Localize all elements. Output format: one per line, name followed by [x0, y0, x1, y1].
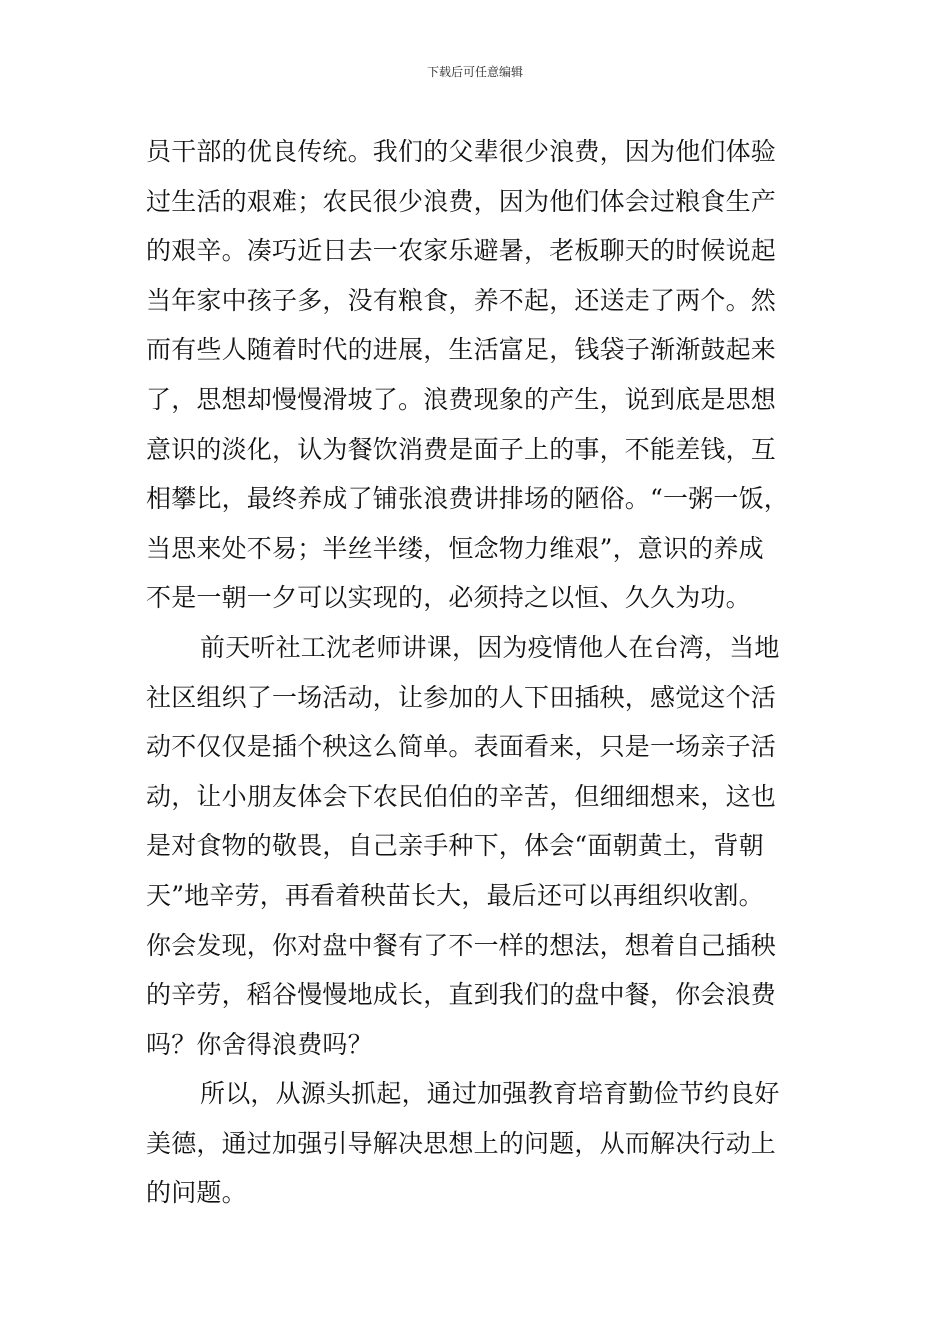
text-line: 美德，通过加强引导解决思想上的问题，从而解决行动上 [146, 1128, 777, 1158]
text-line: 动不仅仅是插个秧这么简单。表面看来，只是一场亲子活 [146, 732, 777, 762]
text-line: 而有些人随着时代的进展，生活富足，钱袋子渐渐鼓起来 [146, 335, 777, 365]
text-line: 天”地辛劳，再看着秧苗长大，最后还可以再组织收割。 [146, 880, 764, 910]
text-line: 的辛劳，稻谷慢慢地成长，直到我们的盘中餐，你会浪费 [146, 980, 777, 1010]
text-line: 的艰辛。凑巧近日去一农家乐避暑，老板聊天的时候说起 [146, 236, 777, 266]
text-line: 过生活的艰难；农民很少浪费，因为他们体会过粮食生产 [146, 186, 777, 216]
text-line: 的问题。 [146, 1178, 247, 1208]
text-line: 吗？你舍得浪费吗？ [146, 1029, 373, 1059]
document-body [146, 127, 826, 1218]
text-line: 员干部的优良传统。我们的父辈很少浪费，因为他们体验 [146, 137, 777, 166]
text-line: 不是一朝一夕可以实现的，必须持之以恒、久久为功。 [146, 583, 751, 613]
text-line: 你会发现，你对盘中餐有了不一样的想法，想着自己插秧 [146, 930, 777, 960]
text-line: 当年家中孩子多，没有粮食，养不起，还送走了两个。然 [146, 285, 777, 315]
page-header-note: 下载后可任意编辑 [426, 65, 523, 79]
text-line: 社区组织了一场活动，让参加的人下田插秧，感觉这个活 [146, 682, 777, 712]
text-line: 是对食物的敬畏，自己亲手种下，体会“面朝黄土，背朝 [146, 831, 764, 861]
text-line: 相攀比，最终养成了铺张浪费讲排场的陋俗。“一粥一饭， [146, 484, 789, 514]
text-line: 意识的淡化，认为餐饮消费是面子上的事，不能差钱，互 [146, 434, 777, 464]
paragraph-start-line: 前天听社工沈老师讲课，因为疫情他人在台湾，当地 [200, 632, 780, 662]
text-line: 动，让小朋友体会下农民伯伯的辛苦，但细细想来，这也 [146, 781, 777, 811]
text-line: 当思来处不易；半丝半缕，恒念物力维艰”，意识的养成 [146, 533, 764, 563]
paragraph-start-line: 所以，从源头抓起，通过加强教育培育勤俭节约良好 [200, 1079, 780, 1109]
text-line: 了，思想却慢慢滑坡了。浪费现象的产生，说到底是思想 [146, 384, 777, 414]
